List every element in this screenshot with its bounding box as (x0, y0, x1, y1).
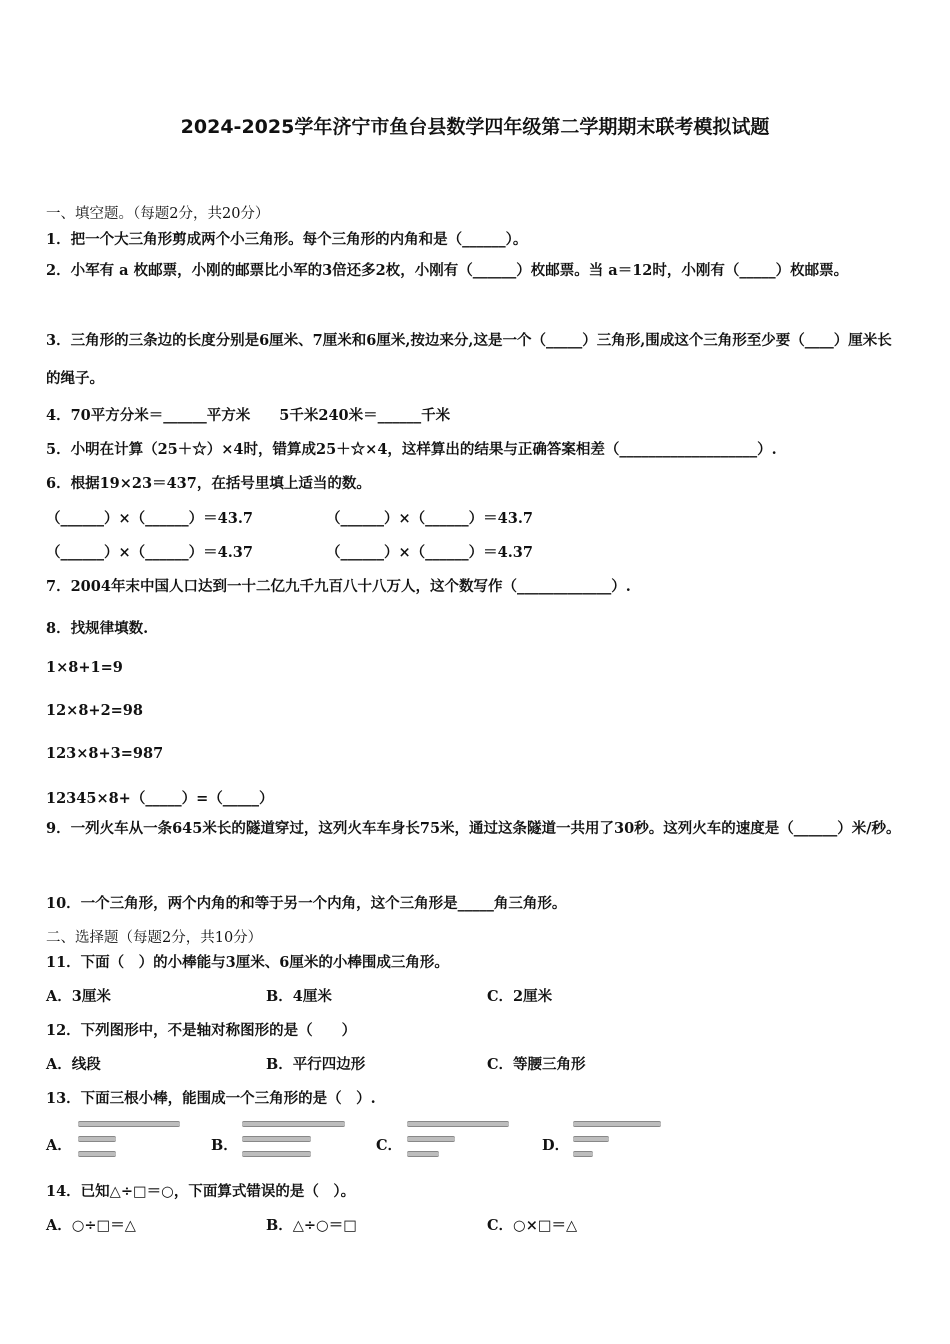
question-6-blank-b: （______）×（______）＝43.7 (326, 510, 533, 527)
stick-a-3 (78, 1151, 116, 1157)
question-5: 5．小明在计算（25＋☆）×4时，错算成25＋☆×4，这样算出的结果与正确答案相差（___________________）. (46, 441, 777, 458)
question-11-option-a: A．3厘米 (46, 988, 111, 1005)
question-13-option-b: B． (211, 1137, 238, 1154)
question-11-option-c: C．2厘米 (487, 988, 553, 1005)
question-14-option-b: B．△÷○＝□ (266, 1217, 357, 1234)
question-14: 14．已知△÷□＝○，下面算式错误的是（ ）。 (46, 1183, 356, 1200)
question-10: 10．一个三角形，两个内角的和等于另一个内角，这个三角形是_____角三角形。 (46, 895, 567, 912)
question-6-blank-d: （______）×（______）＝4.37 (326, 544, 533, 561)
question-2: 2．小军有 a 枚邮票，小刚的邮票比小军的3倍还多2枚，小刚有（______）枚邮票。当 a＝12时，小刚有（_____）枚邮票。 (46, 262, 849, 279)
stick-b-2 (242, 1136, 311, 1142)
question-9: 9．一列火车从一条645米长的隧道穿过，这列火车车身长75米，通过这条隧道一共用了30秒。这列火车的速度是（______）米/秒。 (46, 820, 901, 837)
stick-c-2 (407, 1136, 455, 1142)
question-8-line-1: 1×8+1=9 (46, 659, 123, 676)
stick-c-1 (407, 1121, 509, 1127)
question-1: 1．把一个大三角形剪成两个小三角形。每个三角形的内角和是（______）。 (46, 231, 528, 248)
question-13-option-c: C． (376, 1137, 403, 1154)
stick-b-3 (242, 1151, 311, 1157)
question-12-option-b: B．平行四边形 (266, 1056, 366, 1073)
page-title: 2024-2025学年济宁市鱼台县数学四年级第二学期期末联考模拟试题 (180, 116, 770, 138)
question-12-option-c: C．等腰三角形 (487, 1056, 586, 1073)
question-6: 6．根据19×23＝437，在括号里填上适当的数。 (46, 475, 371, 492)
section-choice: 二、选择题（每题2分，共10分） (46, 930, 263, 946)
stick-b-1 (242, 1121, 345, 1127)
question-13-option-a: A． (46, 1137, 72, 1154)
question-12: 12．下列图形中，不是轴对称图形的是（ ） (46, 1022, 357, 1039)
question-11-option-b: B．4厘米 (266, 988, 332, 1005)
question-14-option-a: A．○÷□＝△ (46, 1217, 136, 1234)
question-3: 3．三角形的三条边的长度分别是6厘米、7厘米和6厘米,按边来分,这是一个（_____）三角形,围成这个三角形至少要（____）厘米长的绳子。 (46, 332, 892, 387)
stick-d-1 (573, 1121, 661, 1127)
stick-d-3 (573, 1151, 593, 1157)
question-14-option-c: C．○×□＝△ (487, 1217, 578, 1234)
stick-c-3 (407, 1151, 439, 1157)
section-fill-in: 一、填空题。（每题2分，共20分） (46, 206, 270, 222)
question-8-line-4: 12345×8+（_____）=（_____） (46, 790, 274, 807)
stick-a-1 (78, 1121, 180, 1127)
question-8-line-3: 123×8+3=987 (46, 745, 164, 762)
question-11: 11．下面（ ）的小棒能与3厘米、6厘米的小棒围成三角形。 (46, 954, 449, 971)
question-13-option-d: D． (542, 1137, 570, 1154)
stick-a-2 (78, 1136, 116, 1142)
question-4: 4．70平方分米＝______平方米 5千米240米＝______千米 (46, 407, 451, 424)
question-8-line-2: 12×8+2=98 (46, 702, 143, 719)
question-12-option-a: A．线段 (46, 1056, 101, 1073)
question-8: 8．找规律填数. (46, 620, 149, 637)
stick-d-2 (573, 1136, 609, 1142)
question-6-blank-a: （______）×（______）＝43.7 (46, 510, 253, 527)
question-6-blank-c: （______）×（______）＝4.37 (46, 544, 253, 561)
question-7: 7．2004年末中国人口达到一十二亿九千九百八十八万人，这个数写作（_____________）. (46, 578, 631, 595)
question-13: 13．下面三根小棒，能围成一个三角形的是（ ）. (46, 1090, 376, 1107)
